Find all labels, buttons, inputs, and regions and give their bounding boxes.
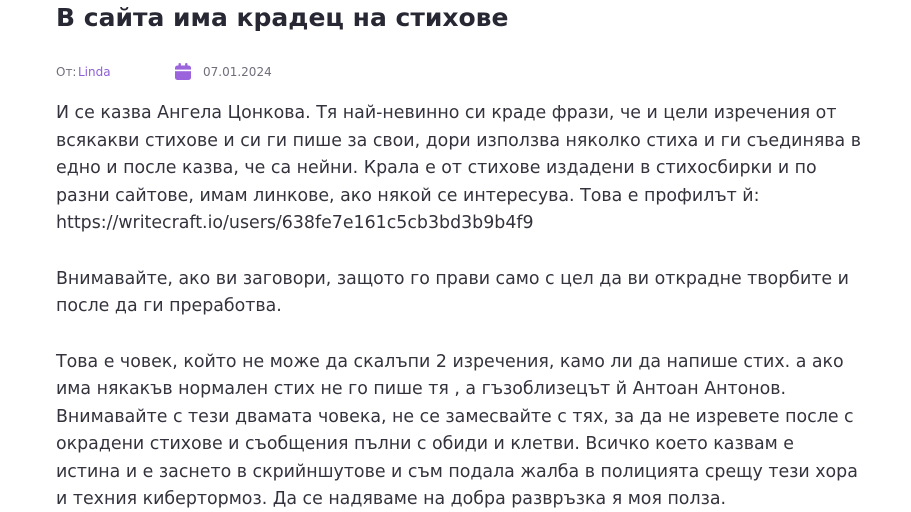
paragraph-line: Внимавайте с тези двамата човека, не се замесвайте с тях, за да не изревете после с bbox=[56, 406, 854, 427]
paragraph-line: едно и после казва, че са нейни. Крала е от стихове издадени в стихосбирки и по bbox=[56, 158, 817, 178]
paragraph-line: има някакъв нормален стих не го пише тя , а гъзоблизецът й Антоан Антонов. bbox=[56, 379, 787, 399]
profile-url: https://writecraft.io/users/638fe7e161c5cb3bd3b9b4f9 bbox=[56, 213, 534, 233]
paragraph-line: Внимавайте, ако ви заговори, защото го прави само с цел да ви открадне творбите и bbox=[56, 268, 849, 289]
paragraph-line: всякакви стихове и си ги пише за свои, дори използва няколко стиха и ги съединява в bbox=[56, 130, 861, 151]
author-prefix: От: bbox=[56, 65, 77, 79]
post-body bbox=[56, 100, 911, 512]
author-link[interactable]: Linda bbox=[78, 65, 111, 79]
post-paragraph bbox=[56, 349, 911, 512]
calendar-icon bbox=[173, 62, 193, 82]
post-meta bbox=[56, 60, 456, 84]
post-paragraph bbox=[56, 100, 911, 238]
paragraph-line: истина и е заснето в скрийншутове и съм подала жалба в полицията срещу тези хора bbox=[56, 461, 858, 482]
paragraph-line: и техния кибертормоз. Да се надяваме на добра развръзка я моя полза. bbox=[56, 489, 726, 509]
paragraph-line: после да ги преработва. bbox=[56, 296, 282, 316]
post-title: В сайта има крадец на стихове bbox=[56, 3, 509, 32]
post-paragraph bbox=[56, 266, 911, 321]
post-date: 07.01.2024 bbox=[203, 65, 272, 79]
paragraph-line: И се казва Ангела Цонкова. Тя най-невинно си краде фрази, че и цели изречения от bbox=[56, 103, 837, 123]
paragraph-line: окрадени стихове и съобщения пълни с обиди и клетви. Всичко което казвам е bbox=[56, 434, 794, 454]
paragraph-line: разни сайтове, имам линкове, ако някой се интересува. Това е профилът й: bbox=[56, 185, 760, 206]
paragraph-line: Това е човек, който не може да скалъпи 2 изречения, камо ли да напише стих. а ако bbox=[56, 351, 844, 372]
